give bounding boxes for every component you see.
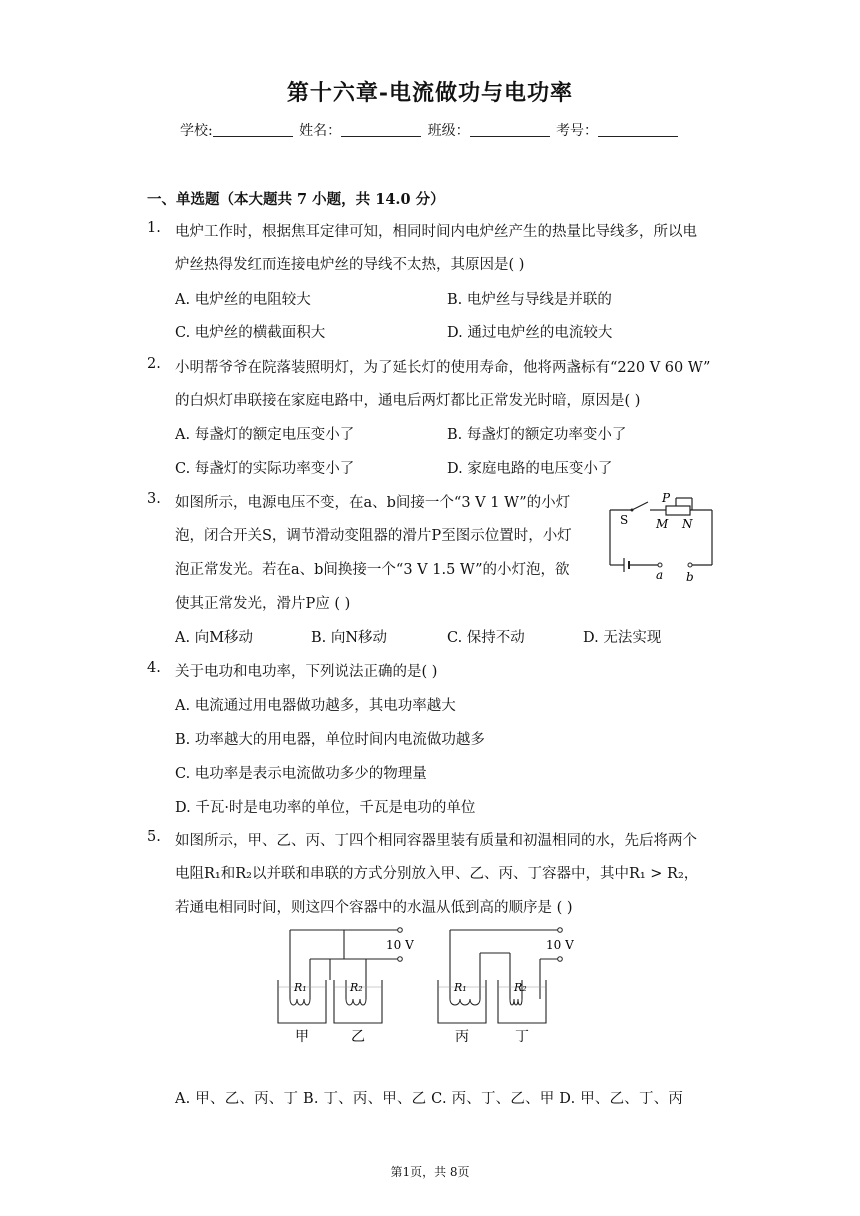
q5-voltage-left: 10 V: [386, 938, 414, 952]
school-label: 学校:: [179, 123, 213, 139]
q1-option-a[interactable]: A. 电炉丝的电阻较大: [175, 292, 311, 308]
q4-option-c[interactable]: C. 电功率是表示电流做功多少的物理量: [175, 766, 427, 782]
q1-stem-line1: 电炉工作时，根据焦耳定律可知，相同时间内电炉丝产生的热量比导线多，所以电: [175, 224, 697, 240]
q5-label-r1-jia: R₁: [294, 981, 307, 994]
q4-number: 4.: [147, 660, 161, 676]
q3-label-a: a: [656, 568, 664, 582]
q5-label-ding: 丁: [515, 1029, 529, 1045]
q5-stem-line3: 若通电相同时间，则这四个容器中的水温从低到高的顺序是 ( ): [175, 900, 573, 916]
q2-stem-line1: 小明帮爷爷在院落装照明灯，为了延长灯的使用寿命，他将两盏标有“220 V 60 W”: [175, 360, 711, 376]
q1-option-d[interactable]: D. 通过电炉丝的电流较大: [447, 325, 613, 341]
section-heading: 一、单选题（本大题共 7 小题，共 14.0 分）: [147, 191, 445, 208]
q3-stem-line1: 如图所示，电源电压不变，在a、b间接一个“3 V 1 W”的小灯: [175, 495, 571, 511]
q5-label-yi: 乙: [351, 1029, 365, 1045]
q5-heater-figure: [270, 925, 590, 1045]
student-info-line: [0, 120, 860, 140]
q3-label-p: P: [662, 491, 671, 505]
q3-option-d[interactable]: D. 无法实现: [583, 630, 662, 646]
q4-option-b[interactable]: B. 功率越大的用电器，单位时间内电流做功越多: [175, 732, 485, 748]
q5-label-r2-ding: R₂: [514, 981, 527, 994]
q2-option-b[interactable]: B. 每盏灯的额定功率变小了: [447, 427, 627, 443]
exam-no-blank[interactable]: [598, 122, 678, 137]
q1-option-c[interactable]: C. 电炉丝的横截面积大: [175, 325, 326, 341]
q5-voltage-right: 10 V: [546, 938, 574, 952]
exam-no-label: 考号：: [556, 123, 599, 139]
q2-stem-line2: 的白炽灯串联接在家庭电路中，通电后两灯都比正常发光时暗，原因是( ): [175, 393, 641, 409]
q3-number: 3.: [147, 491, 161, 507]
q1-number: 1.: [147, 220, 161, 236]
q3-circuit-figure: [600, 490, 720, 585]
q3-label-m: M: [656, 517, 669, 531]
q5-options[interactable]: A. 甲、乙、丙、丁 B. 丁、丙、甲、乙 C. 丙、丁、乙、甲 D. 甲、乙、丁、丙: [175, 1091, 684, 1107]
q5-number: 5.: [147, 829, 161, 845]
q2-option-d[interactable]: D. 家庭电路的电压变小了: [447, 461, 613, 477]
q5-stem-line1: 如图所示，甲、乙、丙、丁四个相同容器里装有质量和初温相同的水，先后将两个: [175, 833, 697, 849]
q3-label-n: N: [682, 517, 693, 531]
name-label: 姓名：: [299, 123, 342, 139]
q3-stem-line4: 使其正常发光，滑片P应 ( ): [175, 596, 351, 612]
q3-stem-line3: 泡正常发光。若在a、b间换接一个“3 V 1.5 W”的小灯泡，欲: [175, 562, 570, 578]
class-blank[interactable]: [470, 122, 550, 137]
q3-option-b[interactable]: B. 向N移动: [311, 630, 388, 646]
page-footer: 第1页，共 8页: [390, 1165, 470, 1179]
page-title: 第十六章-电流做功与电功率: [286, 80, 574, 106]
q5-label-jia: 甲: [295, 1029, 309, 1045]
q5-label-r1-bing: R₁: [454, 981, 467, 994]
q2-option-c[interactable]: C. 每盏灯的实际功率变小了: [175, 461, 355, 477]
q1-option-b[interactable]: B. 电炉丝与导线是并联的: [447, 292, 612, 308]
q4-option-d[interactable]: D. 千瓦·时是电功率的单位，千瓦是电功的单位: [175, 800, 476, 816]
class-label: 班级：: [427, 123, 470, 139]
q3-label-s: S: [620, 513, 629, 527]
q2-option-a[interactable]: A. 每盏灯的额定电压变小了: [175, 427, 355, 443]
q3-label-b: b: [686, 570, 694, 584]
q4-option-a[interactable]: A. 电流通过用电器做功越多，其电功率越大: [175, 698, 456, 714]
q1-stem-line2: 炉丝热得发红而连接电炉丝的导线不太热，其原因是( ): [175, 257, 525, 273]
q4-stem-line1: 关于电功和电功率，下列说法正确的是( ): [175, 664, 438, 680]
school-blank[interactable]: [213, 122, 293, 137]
q5-label-r2-yi: R₂: [350, 981, 363, 994]
name-blank[interactable]: [341, 122, 421, 137]
q3-stem-line2: 泡，闭合开关S，调节滑动变阻器的滑片P至图示位置时，小灯: [175, 528, 572, 544]
q3-option-c[interactable]: C. 保持不动: [447, 630, 525, 646]
q3-option-a[interactable]: A. 向M移动: [175, 630, 254, 646]
q5-stem-line2: 电阻R₁和R₂以并联和串联的方式分别放入甲、乙、丙、丁容器中，其中R₁ > R₂，: [175, 866, 699, 882]
q2-number: 2.: [147, 356, 161, 372]
q5-label-bing: 丙: [455, 1029, 469, 1045]
